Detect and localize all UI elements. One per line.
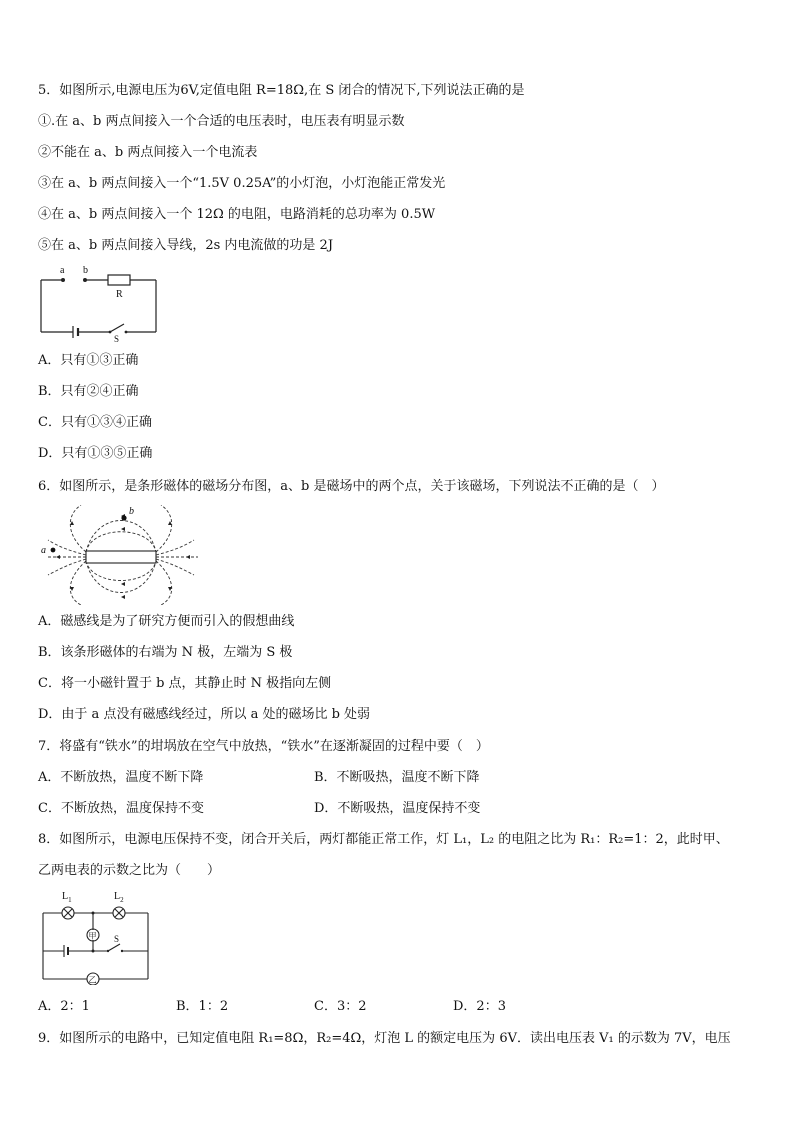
q6-option-d: D．由于 a 点没有磁感线经过，所以 a 处的磁场比 b 处弱 (38, 707, 371, 722)
q8-stem-line-1: 8．如图所示，电源电压保持不变，闭合开关后，两灯都能正常工作，灯 L₁，L₂ 的电阻之比为 R₁：R₂=1：2，此时甲、 (38, 832, 729, 847)
q5-statement-3: ③在 a、b 两点间接入一个“1.5V 0.25A”的小灯泡，小灯泡能正常发光 (38, 176, 446, 191)
q7-stem: 7．将盛有“铁水”的坩埚放在空气中放热，“铁水”在逐渐凝固的过程中要（ ） (38, 739, 489, 754)
q5-option-d: D．只有①③⑤正确 (38, 446, 153, 461)
q7-option-a: A．不断放热，温度不断下降 (38, 770, 204, 785)
q5-option-a: A．只有①③正确 (38, 353, 139, 368)
q8-label-l2: L (114, 891, 121, 902)
q5-statement-4: ④在 a、b 两点间接入一个 12Ω 的电阻，电路消耗的总功率为 0.5W (38, 207, 436, 222)
q8-label-l1-sub: 1 (68, 896, 72, 904)
q8-label-l2-sub: 2 (120, 896, 124, 904)
q6-label-b: b (129, 506, 134, 517)
q5-label-s: S (114, 334, 120, 342)
q7-option-d: D．不断吸热，温度保持不变 (314, 801, 481, 816)
q6-stem: 6．如图所示，是条形磁体的磁场分布图，a、b 是磁场中的两个点，关于该磁场，下列说法不正确的是（ ） (38, 479, 665, 494)
q8-meter-jia: 甲 (88, 931, 97, 941)
q5-label-a: a (60, 265, 65, 276)
q8-stem-line-2: 乙两电表的示数之比为（ ） (38, 863, 221, 878)
q8-label-l1: L (62, 891, 69, 902)
q8-meter-yi: 乙 (88, 975, 97, 985)
q6-option-b: B．该条形磁体的右端为 N 极，左端为 S 极 (38, 645, 293, 660)
q8-option-d: D．2：3 (453, 999, 506, 1014)
q6-magnet-field-diagram (36, 505, 211, 605)
q5-label-b: b (83, 265, 88, 276)
q7-option-b: B．不断吸热，温度不断下降 (314, 770, 480, 785)
q6-option-c: C．将一小磁针置于 b 点，其静止时 N 极指向左侧 (38, 676, 332, 691)
q8-option-c: C．3：2 (314, 999, 367, 1014)
svg-text:L1 (62, 891, 72, 904)
q6-option-a: A．磁感线是为了研究方便而引入的假想曲线 (38, 614, 295, 629)
q6-label-a: a (41, 545, 46, 556)
q5-statement-1: ①.在 a、b 两点间接入一个合适的电压表时，电压表有明显示数 (38, 114, 405, 129)
svg-text:L2 (114, 891, 124, 904)
q5-statement-5: ⑤在 a、b 两点间接入导线，2s 内电流做的功是 2J (38, 238, 334, 253)
q5-option-b: B．只有②④正确 (38, 384, 139, 399)
q7-option-c: C．不断放热，温度保持不变 (38, 801, 204, 816)
q8-circuit-diagram (38, 885, 158, 985)
q8-option-a: A．2：1 (38, 999, 90, 1014)
q9-stem: 9．如图所示的电路中，已知定值电阻 R₁=8Ω，R₂=4Ω，灯泡 L 的额定电压为 6V．读出电压表 V₁ 的示数为 7V，电压 (38, 1031, 731, 1046)
q5-circuit-diagram (38, 262, 168, 342)
q5-statement-2: ②不能在 a、b 两点间接入一个电流表 (38, 145, 258, 160)
q8-label-s: S (114, 934, 120, 944)
q8-option-b: B．1：2 (176, 999, 229, 1014)
q5-label-r: R (116, 289, 123, 300)
q5-stem: 5．如图所示,电源电压为6V,定值电阻 R=18Ω,在 S 闭合的情况下,下列说法正确的是 (38, 83, 525, 98)
q5-option-c: C．只有①③④正确 (38, 415, 152, 430)
